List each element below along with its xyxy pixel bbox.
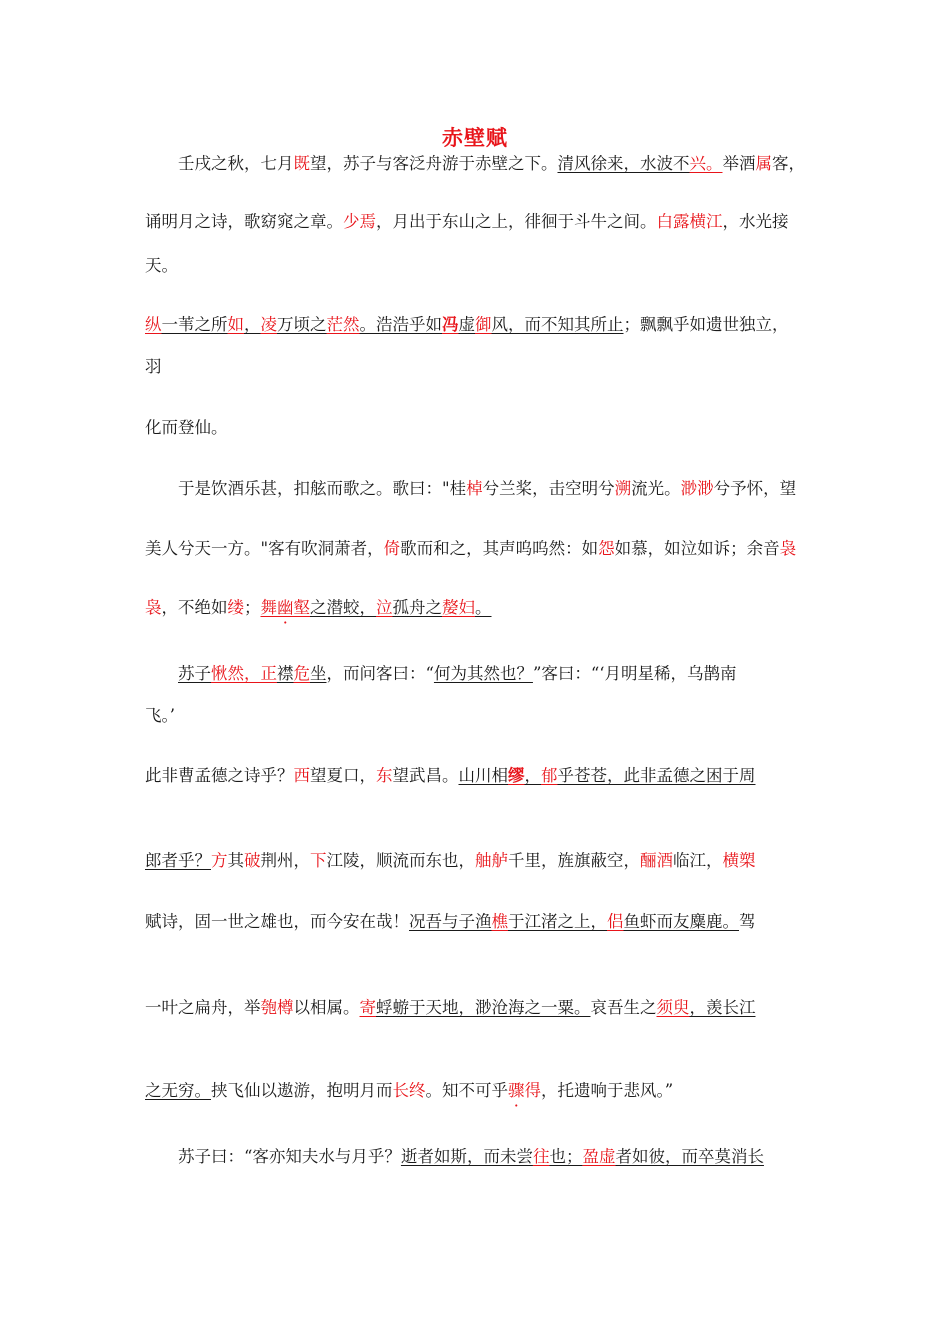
- text-segment: ；飘飘乎如遗世独立，: [623, 315, 789, 334]
- text-segment: 况吾与子渔: [409, 912, 492, 931]
- text-segment: 。浩浩乎如: [359, 315, 442, 334]
- highlighted-text: 缪: [508, 766, 525, 785]
- text-segment: ，月出于东山之上，徘徊于斗牛之间。: [376, 212, 657, 231]
- text-segment: 蜉蝣于天地，渺沧海之一粟。: [376, 998, 591, 1017]
- text-segment: 驾: [739, 912, 756, 931]
- highlighted-text: 渺渺: [680, 479, 714, 498]
- text-segment: 兮予怀，望: [713, 479, 797, 498]
- highlighted-text: 匏樽: [260, 998, 294, 1017]
- text-segment: 之潜蛟，: [310, 598, 376, 617]
- text-segment: 飞。’: [145, 706, 175, 725]
- highlighted-text: 骤: [508, 1081, 525, 1100]
- text-segment: 美人兮天一方。"客有吹洞萧者，: [145, 539, 384, 558]
- highlighted-text: 危: [293, 664, 310, 683]
- text-segment: 。知不可乎: [425, 1081, 508, 1100]
- text-line: [145, 597, 492, 619]
- text-segment: 此非曹孟德之诗乎？: [145, 766, 294, 785]
- text-segment: 一叶之扁舟，举: [145, 998, 261, 1017]
- text-segment: 赋诗，固一世之雄也，而今安在哉！: [145, 912, 409, 931]
- text-segment: 如慕，如泣如诉；余音: [614, 539, 780, 558]
- highlighted-text: 酾酒: [640, 851, 673, 870]
- highlighted-text: 袅: [145, 598, 162, 617]
- text-segment: 诵明月之诗，歌窈窕之章。: [145, 212, 343, 231]
- text-segment: 临江，: [673, 851, 723, 870]
- text-segment: 望武昌。: [392, 766, 459, 785]
- text-segment: 虚: [458, 315, 475, 334]
- highlighted-text: 破: [244, 851, 261, 870]
- text-line: [178, 478, 796, 500]
- text-line: [145, 1080, 673, 1102]
- text-segment: 鱼虾而友麋鹿。: [623, 912, 739, 931]
- highlighted-text: 属: [755, 154, 772, 173]
- highlighted-text: 茫然: [326, 315, 360, 334]
- highlighted-text: 侣: [607, 912, 624, 931]
- text-line: [145, 417, 228, 439]
- text-segment: 万顷之: [277, 315, 327, 334]
- highlighted-text: 棹: [466, 479, 483, 498]
- highlighted-text: 溯: [614, 479, 632, 498]
- text-segment: 望，苏子与客泛舟游于赤壁之下。: [310, 154, 558, 173]
- text-segment: 哀吾生之: [590, 998, 657, 1017]
- highlighted-text: 壑: [293, 598, 310, 617]
- text-segment: 苏子: [178, 664, 211, 683]
- text-line: [145, 211, 789, 233]
- text-line: [178, 1146, 764, 1168]
- text-line: [145, 997, 756, 1019]
- text-segment: 乎苍苍，此非孟德之困于周: [557, 766, 756, 785]
- text-segment: 风，而不知其所止: [491, 315, 624, 334]
- highlighted-text: 正: [260, 664, 277, 683]
- highlighted-text: 郁: [541, 766, 558, 785]
- highlighted-text: 如: [227, 315, 244, 334]
- text-segment: ，托遗响于悲风。”: [541, 1081, 674, 1100]
- highlighted-text: 怨: [598, 539, 615, 558]
- highlighted-text: 盈虚: [582, 1147, 616, 1166]
- text-segment: 逝者如斯，而未尝: [400, 1147, 533, 1166]
- text-segment: 清风徐来，水波不: [557, 154, 690, 173]
- highlighted-text: 白露横江: [656, 212, 723, 231]
- highlighted-text: 舳舻: [475, 851, 508, 870]
- text-segment: 一苇之所: [161, 315, 228, 334]
- highlighted-text: 寄: [359, 998, 376, 1017]
- text-segment: 化而登仙。: [145, 418, 228, 437]
- text-segment: 羽: [145, 357, 162, 376]
- text-segment: 郎者乎？: [145, 851, 211, 870]
- text-segment: 之无穷。: [145, 1081, 211, 1100]
- text-line: [145, 538, 796, 560]
- text-segment: 挟飞仙以遨游，抱明月而: [211, 1081, 393, 1100]
- text-segment: ；: [244, 598, 261, 617]
- document-title: 赤壁赋: [442, 126, 508, 150]
- highlighted-text: 袅: [779, 539, 797, 558]
- highlighted-text: 方: [211, 851, 228, 870]
- text-segment: 苏子曰：“客亦知夫水与月乎？: [178, 1147, 401, 1166]
- text-segment: 于是饮酒乐甚，扣舷而歌之。歌曰："桂: [178, 479, 467, 498]
- text-segment: 歌而和之，其声呜呜然：如: [400, 539, 599, 558]
- text-segment: 山川相: [458, 766, 508, 785]
- text-line: [145, 255, 178, 277]
- text-segment: ”客曰：“‘月明星稀，乌鹊南: [532, 664, 737, 683]
- text-segment: ，水光接: [722, 212, 789, 231]
- text-line: [178, 153, 805, 175]
- text-segment: 壬戌之秋，七月: [178, 154, 294, 173]
- text-segment: 何为其然也？: [433, 664, 533, 683]
- highlighted-text: 下: [310, 851, 327, 870]
- highlighted-text: 少焉: [343, 212, 376, 231]
- text-segment: 。: [475, 598, 492, 617]
- text-segment: 兮兰桨，击空明兮: [482, 479, 615, 498]
- text-segment: 举酒: [722, 154, 756, 173]
- text-segment: 望夏口，: [310, 766, 376, 785]
- text-segment: ，而问客曰：“: [326, 664, 434, 683]
- highlighted-text: 纵: [145, 315, 162, 334]
- text-line: [145, 765, 756, 787]
- highlighted-text: ，: [244, 664, 261, 683]
- text-line: [145, 850, 756, 872]
- text-segment: 坐: [310, 664, 327, 683]
- highlighted-text: 倚: [383, 539, 401, 558]
- highlighted-text: 西: [293, 766, 310, 785]
- highlighted-text: 须臾: [656, 998, 690, 1017]
- highlighted-text: 缕: [227, 598, 244, 617]
- highlighted-text: 得: [524, 1081, 541, 1100]
- text-segment: 襟: [277, 664, 294, 683]
- highlighted-text: 东: [376, 766, 393, 785]
- highlighted-text: 樵: [491, 912, 508, 931]
- highlighted-text: 愀然: [211, 664, 244, 683]
- text-line: [145, 911, 756, 933]
- text-segment: ，不绝如: [161, 598, 228, 617]
- text-segment: 荆州，: [260, 851, 310, 870]
- text-segment: ，: [244, 315, 261, 334]
- highlighted-text: 长终: [392, 1081, 426, 1100]
- highlighted-text: 泣: [376, 598, 393, 617]
- highlighted-text: 幽: [277, 598, 294, 617]
- highlighted-text: 兴。: [689, 154, 723, 173]
- text-segment: 以相属。: [293, 998, 360, 1017]
- text-segment: ，: [524, 766, 541, 785]
- highlighted-text: 御: [475, 315, 492, 334]
- text-segment: 江陵，顺流而东也，: [326, 851, 475, 870]
- text-line: [145, 705, 175, 727]
- text-segment: 客，: [772, 154, 805, 173]
- text-segment: 孤舟之: [392, 598, 442, 617]
- text-segment: ，羡长江: [689, 998, 756, 1017]
- text-segment: 天。: [145, 256, 178, 275]
- highlighted-text: 嫠妇: [442, 598, 475, 617]
- text-segment: 流光。: [631, 479, 681, 498]
- text-line: [145, 356, 162, 378]
- text-line: [145, 314, 789, 336]
- text-segment: 千里，旌旗蔽空，: [508, 851, 640, 870]
- highlighted-text: 舞: [260, 598, 277, 617]
- highlighted-text: 既: [293, 154, 310, 173]
- text-segment: 于江渚之上，: [508, 912, 607, 931]
- highlighted-text: 冯: [442, 315, 459, 334]
- highlighted-text: 往: [532, 1147, 550, 1166]
- text-segment: 也；: [549, 1147, 583, 1166]
- text-line: [178, 663, 737, 685]
- highlighted-text: 凌: [260, 315, 277, 334]
- text-segment: 者如彼，而卒莫消长: [615, 1147, 764, 1166]
- highlighted-text: 横槊: [722, 851, 756, 870]
- text-segment: 其: [227, 851, 244, 870]
